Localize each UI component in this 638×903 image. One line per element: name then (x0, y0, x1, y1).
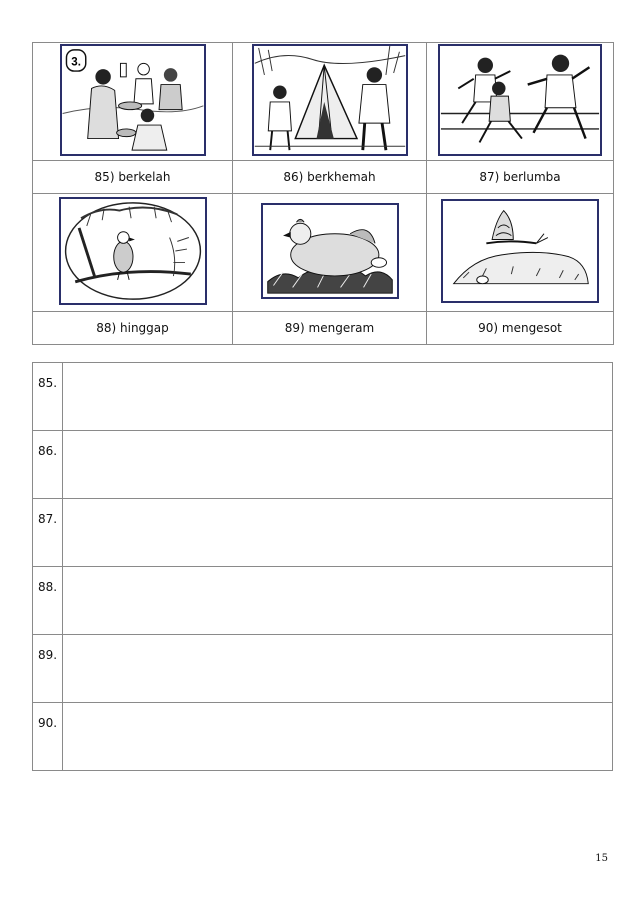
snail-crawling-illustration (441, 199, 599, 303)
answer-field-87[interactable] (63, 499, 613, 567)
camping-tent-illustration (252, 44, 408, 156)
picture-cell-87 (427, 43, 614, 161)
vocabulary-picture-table (32, 42, 614, 345)
caption-87: 87) berlumba (427, 161, 614, 194)
hen-brooding-illustration (261, 203, 399, 299)
bird-perched-illustration (59, 197, 207, 305)
answer-row-90 (33, 703, 613, 771)
running-race-illustration (438, 44, 602, 156)
picture-cell-86 (233, 43, 427, 161)
caption-86: 86) berkhemah (233, 161, 427, 194)
answer-row-87 (33, 499, 613, 567)
picnic-illustration (60, 44, 206, 156)
answer-row-89 (33, 635, 613, 703)
picture-badge: 3. (70, 55, 81, 68)
picture-cell-90 (427, 194, 614, 312)
answer-field-90[interactable] (63, 703, 613, 771)
answer-table (32, 362, 613, 771)
answer-row-88 (33, 567, 613, 635)
answer-number: 87. (33, 499, 63, 567)
answer-number: 90. (33, 703, 63, 771)
picture-row-1 (33, 43, 614, 161)
picture-cell-89 (233, 194, 427, 312)
answer-number: 86. (33, 431, 63, 499)
answer-number: 88. (33, 567, 63, 635)
caption-88: 88) hinggap (33, 312, 233, 345)
answer-field-88[interactable] (63, 567, 613, 635)
page-number: 15 (595, 853, 608, 864)
picture-cell-85 (33, 43, 233, 161)
caption-row-2 (33, 312, 614, 345)
answer-field-89[interactable] (63, 635, 613, 703)
answer-field-86[interactable] (63, 431, 613, 499)
answer-number: 85. (33, 363, 63, 431)
answer-row-86 (33, 431, 613, 499)
answer-row-85 (33, 363, 613, 431)
caption-90: 90) mengesot (427, 312, 614, 345)
caption-row-1 (33, 161, 614, 194)
caption-85: 85) berkelah (33, 161, 233, 194)
picture-row-2 (33, 194, 614, 312)
answer-field-85[interactable] (63, 363, 613, 431)
caption-89: 89) mengeram (233, 312, 427, 345)
answer-number: 89. (33, 635, 63, 703)
picture-cell-88 (33, 194, 233, 312)
